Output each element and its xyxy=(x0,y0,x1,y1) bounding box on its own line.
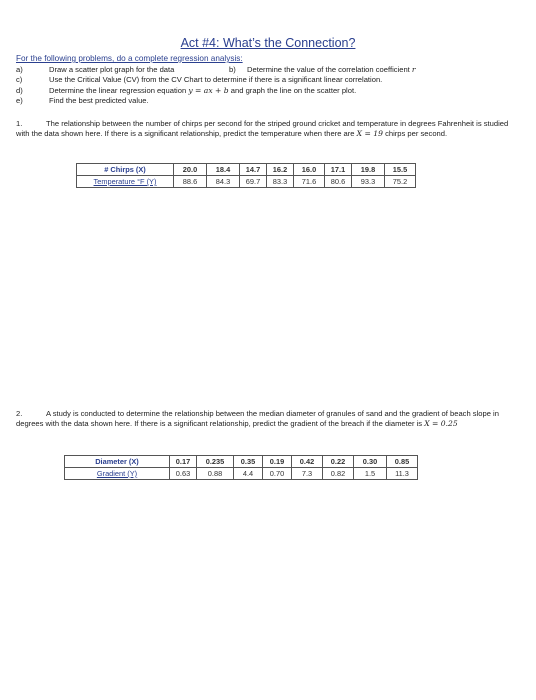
data-cell: 0.63 xyxy=(170,468,197,480)
problem-statement: The relationship between the number of chirps per second for the striped ground cricket and temperature in degrees Fahrenheit is studied with the data shown here. If there is a significant relationship, predict the temperature when there are xyxy=(16,119,509,139)
data-cell: 80.6 xyxy=(325,176,352,188)
data-cell: 16.0 xyxy=(294,164,325,176)
data-cell: 17.1 xyxy=(325,164,352,176)
step-letter: b) xyxy=(229,65,236,74)
data-cell: 69.7 xyxy=(240,176,267,188)
data-cell: 0.35 xyxy=(234,456,263,468)
problem-1-data-table xyxy=(76,163,416,188)
data-cell: 0.235 xyxy=(197,456,234,468)
given-value: X = 19 xyxy=(356,129,383,139)
row-label: Diameter (X) xyxy=(65,456,170,468)
data-cell: 83.3 xyxy=(267,176,294,188)
data-cell: 0.82 xyxy=(323,468,354,480)
step-text: Determine the value of the correlation coefficient r xyxy=(247,65,416,74)
data-cell: 4.4 xyxy=(234,468,263,480)
data-cell: 84.3 xyxy=(207,176,240,188)
row-label: # Chirps (X) xyxy=(77,164,174,176)
step-text: Draw a scatter plot graph for the data xyxy=(49,65,175,74)
step-letter: a) xyxy=(16,65,23,74)
correlation-symbol: r xyxy=(411,65,416,74)
problem-number: 2. xyxy=(16,409,23,418)
step-text: Determine the linear regression equation y = ax + b and graph the line on the scatter plot. xyxy=(49,85,357,95)
table-row xyxy=(65,468,418,480)
row-label: Gradient (Y) xyxy=(65,468,170,480)
problem-2-text xyxy=(16,409,521,430)
step-text: Use the Critical Value (CV) from the CV Chart to determine if there is a significant linear correlation. xyxy=(49,75,383,85)
data-cell: 20.0 xyxy=(174,164,207,176)
data-cell: 0.88 xyxy=(197,468,234,480)
problem-statement: A study is conducted to determine the relationship between the median diameter of granules of sand and the gradient of beach slope in degrees with the data shown here. If there is a significant relationship, predict the gradient of the breach if the diameter is xyxy=(16,409,499,429)
data-cell: 71.6 xyxy=(294,176,325,188)
data-cell: 11.3 xyxy=(387,468,418,480)
step-letter: c) xyxy=(16,75,23,85)
page-title: Act #4: What’s the Connection? xyxy=(180,36,356,50)
table-row xyxy=(77,164,416,176)
regression-equation: y = ax + b xyxy=(188,85,229,95)
given-value: X = 0.25 xyxy=(424,419,458,429)
data-cell: 0.19 xyxy=(263,456,292,468)
step-letter: e) xyxy=(16,96,23,106)
step-text: Find the best predicted value. xyxy=(49,96,149,106)
data-cell: 14.7 xyxy=(240,164,267,176)
data-cell: 75.2 xyxy=(385,176,416,188)
table-row xyxy=(65,456,418,468)
data-cell: 15.5 xyxy=(385,164,416,176)
data-cell: 19.8 xyxy=(352,164,385,176)
data-cell: 0.85 xyxy=(387,456,418,468)
problem-statement-end: chirps per second. xyxy=(385,129,448,139)
data-cell: 88.6 xyxy=(174,176,207,188)
data-cell: 0.42 xyxy=(292,456,323,468)
data-cell: 18.4 xyxy=(207,164,240,176)
data-cell: 0.17 xyxy=(170,456,197,468)
problem-1-text xyxy=(16,119,521,140)
data-cell: 0.22 xyxy=(323,456,354,468)
instructions-intro: For the following problems, do a complete regression analysis: xyxy=(16,54,243,63)
data-cell: 0.30 xyxy=(354,456,387,468)
data-cell: 1.5 xyxy=(354,468,387,480)
problem-2-data-table xyxy=(64,455,418,480)
problem-number: 1. xyxy=(16,119,23,128)
data-cell: 93.3 xyxy=(352,176,385,188)
row-label: Temperature °F (Y) xyxy=(77,176,174,188)
data-cell: 0.70 xyxy=(263,468,292,480)
table-row xyxy=(77,176,416,188)
data-cell: 16.2 xyxy=(267,164,294,176)
data-cell: 7.3 xyxy=(292,468,323,480)
step-letter: d) xyxy=(16,85,23,95)
